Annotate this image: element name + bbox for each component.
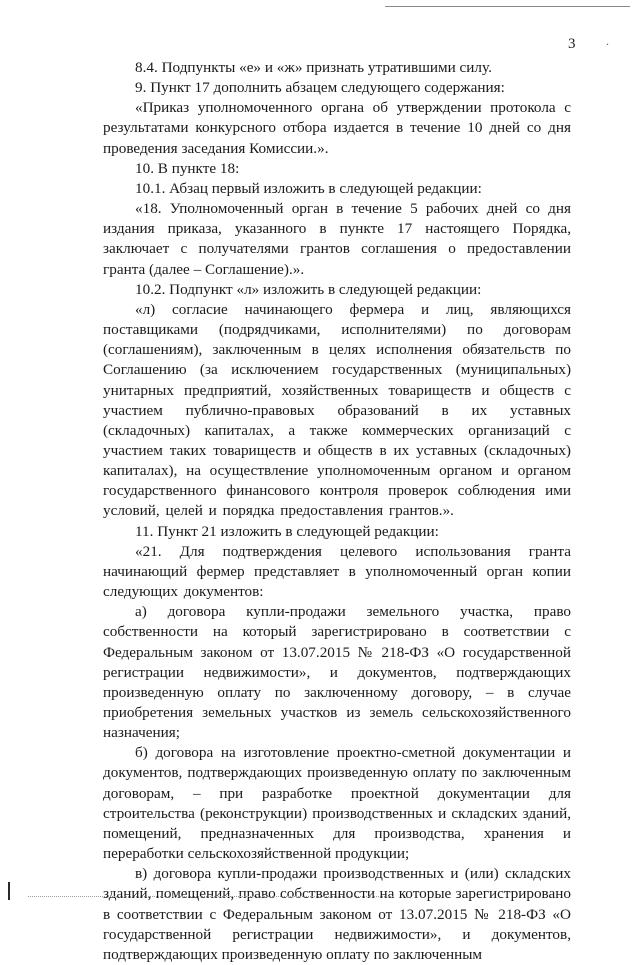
paragraph-21-intro: «21. Для подтверждения целевого использования гранта начинающий фермер представляет в уполномоченный орган копии следующих документов: xyxy=(103,542,571,601)
paragraph-10-1-quote: «18. Уполномоченный орган в течение 5 рабочих дней со дня издания приказа, указанного в пункте 17 настоящего Порядка, заключает с получателями грантов соглашения о предоставлении гранта (далее – Соглашение).». xyxy=(103,200,571,278)
paragraph-10-2-quote: «л) согласие начинающего фермера и лиц, являющихся поставщиками (подрядчиками, исполнителями) по договорам (соглашениям), заключенным в целях исполнения обязательств по Соглашению (за исключением государственных (муниципальных) унитарных предприятий, хозяйственных товариществ и обществ с участием публично-правовых образований в их уставных (складочных) капиталах, а также коммерческих организаций с участием таких товариществ и обществ в их уставных (складочных) капиталах), на осуществление уполномоченным органом и органом государственного финансового контроля проверок соблюдения ими условий, целей и порядка предоставления грантов.». xyxy=(103,300,571,520)
paragraph-9: 9. Пункт 17 дополнить абзацем следующего содержания: xyxy=(135,79,505,97)
paragraph-21-a: а) договора купли-продажи земельного участка, право собственности на который зарегистрировано в соответствии с Федеральным законом от 13.07.2015 № 218-ФЗ «О государственной регистрации недвижимости», и документов, подтверждающих произведенную оплату по заключенному договору, – в случае приобретения земельных участков из земель сельскохозяйственного назначения; xyxy=(103,603,571,742)
paragraph-21-v: в) договора купли-продажи производственных и (или) складских зданий, помещений, право собственности на которые зарегистрировано в соответствии с Федеральным законом от 13.07.2015 № 218-ФЗ «О государственной регистрации недвижимости», и документов, подтверждающих произведенную оплату по заключенным xyxy=(103,865,571,963)
paragraph-10-2: 10.2. Подпункт «л» изложить в следующей редакции: xyxy=(135,280,482,298)
paragraph-11: 11. Пункт 21 изложить в следующей редакции: xyxy=(135,522,439,540)
page-number: 3 xyxy=(568,36,576,52)
scan-top-rule xyxy=(385,6,630,7)
page-side-mark: . xyxy=(606,34,609,48)
paragraph-21-b: б) договора на изготовление проектно-сметной документации и документов, подтверждающих произведенную оплату по заключенным договорам, – при разработке проектной документации для строительства (реконструкции) производственных и складских зданий, помещений, предназначенных для производства, хранения и переработки сельскохозяйственной продукции; xyxy=(103,744,571,863)
paragraph-9-quote: «Приказ уполномоченного органа об утверждении протокола с результатами конкурсного отбора издается в течение 10 дней со дня проведения заседания Комиссии.». xyxy=(103,99,571,157)
paragraph-8-4: 8.4. Подпункты «е» и «ж» признать утратившими силу. xyxy=(135,59,492,76)
paragraph-10-1: 10.1. Абзац первый изложить в следующей редакции: xyxy=(135,179,482,197)
scan-edge-mark xyxy=(8,882,10,900)
paragraph-10: 10. В пункте 18: xyxy=(135,159,240,177)
document-body xyxy=(103,58,571,965)
scan-bottom-rule xyxy=(28,896,393,897)
